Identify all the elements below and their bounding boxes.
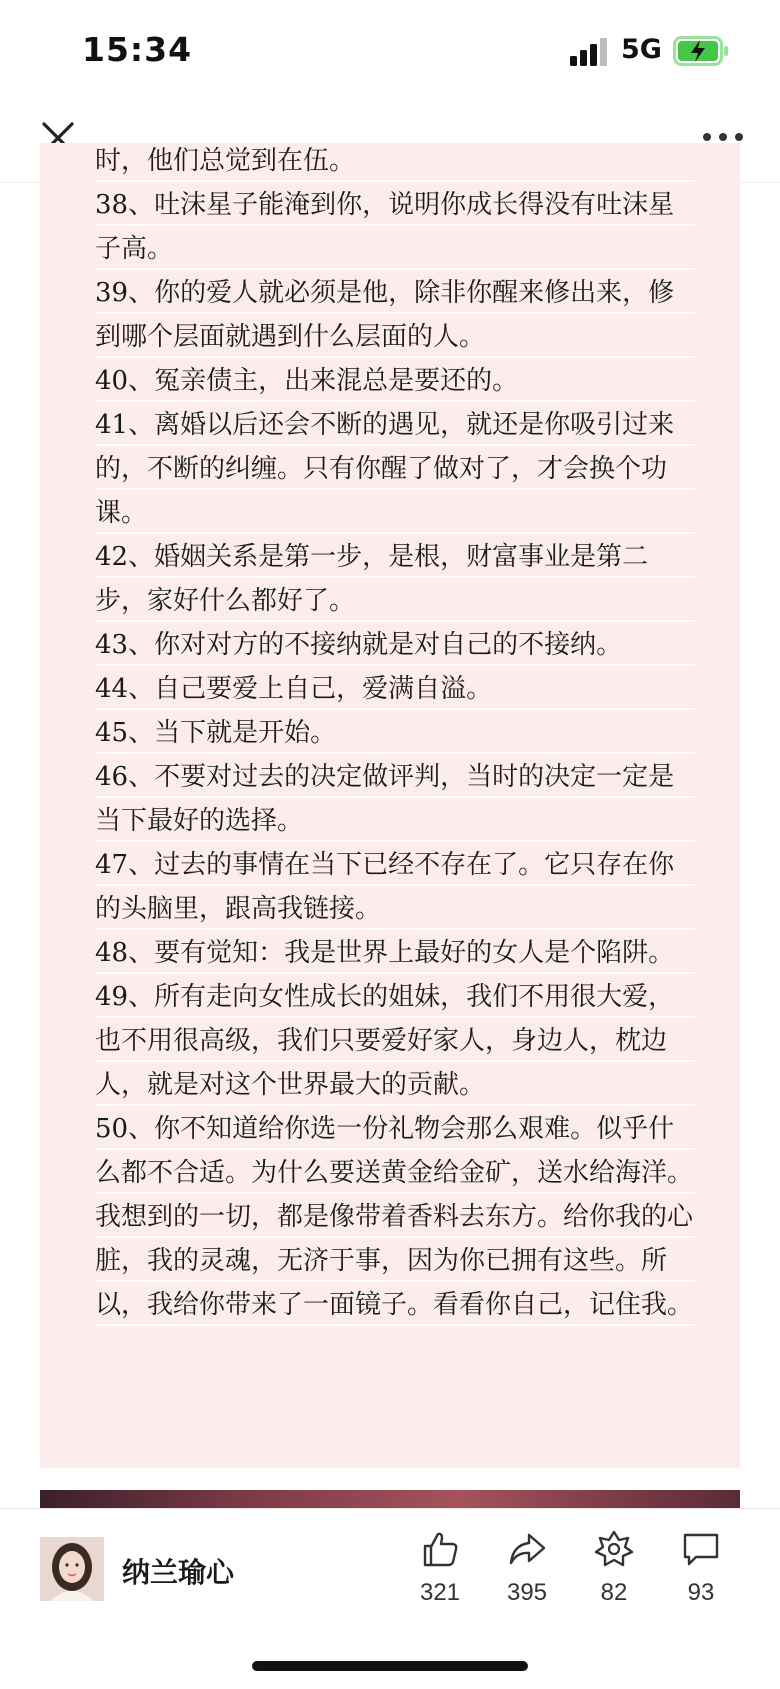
article-paragraph: 42、婚姻关系是第一步，是根，财富事业是第二步，家好什么都好了。 <box>95 542 649 616</box>
signal-icon <box>570 38 610 66</box>
article-content[interactable] <box>0 146 780 1508</box>
comment-icon <box>681 1529 721 1569</box>
battery-charging-icon <box>673 36 729 66</box>
article-paragraph: 45、当下就是开始。 <box>95 718 337 748</box>
favorite-button[interactable] <box>574 1529 654 1619</box>
avatar-portrait-icon <box>40 1537 104 1601</box>
article-paragraph: 48、要有觉知：我是世界上最好的女人是个陷阱。 <box>95 938 675 968</box>
article-paragraph: 44、自己要爱上自己，爱满自溢。 <box>95 674 493 704</box>
network-type-label: 5G <box>621 34 662 65</box>
bottom-action-bar <box>0 1508 780 1689</box>
comment-count: 93 <box>687 1579 715 1606</box>
author-avatar[interactable] <box>40 1537 104 1601</box>
article-paragraph: 40、冤亲债主，出来混总是要还的。 <box>95 366 519 396</box>
status-time: 15:34 <box>82 30 193 69</box>
share-count: 395 <box>506 1579 548 1606</box>
article-paragraph: 46、不要对过去的决定做评判，当时的决定一定是当下最好的选择。 <box>95 762 675 836</box>
status-bar <box>0 0 780 100</box>
like-count: 321 <box>419 1579 461 1606</box>
article-paragraph: 47、过去的事情在当下已经不存在了。它只存在你的头脑里，跟高我链接。 <box>95 850 675 924</box>
article-paragraph: 43、你对对方的不接纳就是对自己的不接纳。 <box>95 630 623 660</box>
favorite-count: 82 <box>600 1579 628 1606</box>
article-text <box>95 139 695 1327</box>
article-paragraph: 39、你的爱人就必须是他，除非你醒来修出来，修到哪个层面就遇到什么层面的人。 <box>95 278 675 352</box>
article-paragraph: 50、你不知道给你选一份礼物会那么艰难。似乎什么都不合适。为什么要送黄金给金矿，送水给海洋。我想到的一切，都是像带着香料去东方。给你我的心脏，我的灵魂，无济于事，因为你已拥有这些。所以，我给你带来了一面镜子。看看你自己，记住我。 <box>95 1114 694 1320</box>
like-button[interactable] <box>400 1529 480 1619</box>
share-button[interactable] <box>487 1529 567 1619</box>
comment-button[interactable] <box>661 1529 741 1619</box>
home-indicator[interactable] <box>252 1661 528 1671</box>
share-icon <box>507 1529 547 1569</box>
article-paragraph: 49、所有走向女性成长的姐妹，我们不用很大爱，也不用很高级，我们只要爱好家人，身边人，枕边人，就是对这个世界最大的贡献。 <box>95 982 675 1100</box>
article-paragraph: 38、吐沫星子能淹到你，说明你成长得没有吐沫星子高。 <box>95 190 675 264</box>
author-name[interactable]: 纳兰瑜心 <box>122 1556 235 1589</box>
favorite-flower-icon <box>594 1529 634 1569</box>
article-paragraph: 41、离婚以后还会不断的遇见，就还是你吸引过来的，不断的纠缠。只有你醒了做对了，才会换个功课。 <box>95 410 675 528</box>
thumbs-up-icon <box>420 1529 460 1569</box>
article-paragraph: 时，他们总觉到在伍。 <box>95 146 356 176</box>
